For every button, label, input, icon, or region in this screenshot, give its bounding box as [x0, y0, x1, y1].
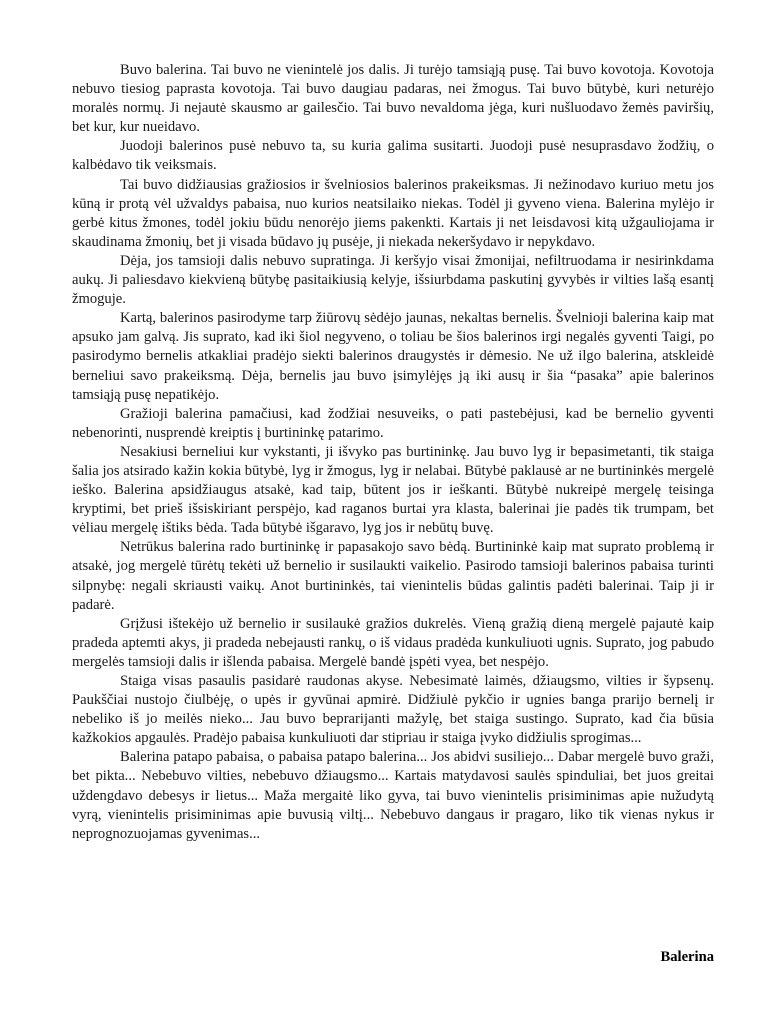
paragraph-4: Dėja, jos tamsioji dalis nebuvo supratinga. Ji keršyjo visai žmonijai, nefiltruodama ir nesirinkdama aukų. Ji paliesdavo kiekvieną būtybę pasitaikiusią kelyje, išsiurbdama paskutinį gyvybės ir vilties lašą esantį žmoguje.	[72, 252, 714, 308]
paragraph-3: Tai buvo didžiausias gražiosios ir švelniosios balerinos prakeiksmas. Ji nežinodavo kuriuo metu jos kūną ir protą vėl užvaldys pabaisa, nuo kurios neatsilaiko niekas. Todėl ji gyveno viena. Balerina mylėjo ir gerbė kitus žmones, todėl jokiu būdu nenorėjo jiems pakenkti. Kartais ji net leisdavosi kitą užgauliojama ir skaudinama žmonių, bet ji visada būdavo jų pusėje, ji niekada nekeršydavo ir nepykdavo.	[72, 176, 714, 250]
paragraph-5: Kartą, balerinos pasirodyme tarp žiūrovų sėdėjo jaunas, nekaltas bernelis. Švelnioji balerina kaip mat apsuko jam galvą. Jis suprato, kad iki šiol negyveno, o toliau be šios balerinos irgi negalės gyventi Taigi, po pasirodymo bernelis atkakliai pradėjo siekti balerinos draugystės ir dėmesio. Ne už ilgo balerina, atskleidė berneliui savo prakeiksmą. Dėja, bernelis jau buvo įsimylėjęs ją iki ausų ir šia “pasaka” apie balerinos tamsiąją pusę nepatikėjo.	[72, 310, 714, 403]
document-body	[72, 61, 714, 844]
paragraph-6: Gražioji balerina pamačiusi, kad žodžiai nesuveiks, o pati pastebėjusi, kad be bernelio gyventi nebenorinti, nusprendė kreiptis į burtininkę patarimo.	[72, 405, 714, 441]
paragraph-10: Staiga visas pasaulis pasidarė raudonas akyse. Nebesimatė laimės, džiaugsmo, vilties ir šypsenų. Paukščiai nustojo čiulbėję, o upės ir gyvūnai apmirė. Didžiulė pykčio ir ugnies banga prarijo bernelį ir nebeliko iš jo meilės nieko... Jau buvo beprarijanti mažylę, bet staiga sustingo. Suprato, kad čia būsia kažkokios apgaulės. Pradėjo pabaisa kunkuliuoti dar stipriau ir staiga įvyko didžiulis sprogimas...	[72, 673, 714, 747]
paragraph-7: Nesakiusi berneliui kur vykstanti, ji išvyko pas burtininkę. Jau buvo lyg ir bepasimetanti, tik staiga šalia jos atsirado kažin kokia būtybė, lyg ir žmogus, lyg ir nelabai. Būtybė paklausė ar ne burtininkės mergelė ieško. Balerina apsidžiaugus atsakė, kad taip, būtent jos ir ieškanti. Būtybė nukreipė mergelę teisinga kryptimi, bet prieš išsiskiriant perspėjo, kad raganos burtai yra klasta, balerinai jie padės tik trumpam, bet vėliau mergelę ištiks bėda. Tada būtybė išgaravo, lyg jos ir nebūtų buvę.	[72, 443, 714, 537]
paragraph-2: Juodoji balerinos pusė nebuvo ta, su kuria galima susitarti. Juodoji pusė nesuprasdavo žodžių, o kalbėdavo tik veiksmais.	[72, 138, 714, 174]
paragraph-11: Balerina patapo pabaisa, o pabaisa patapo balerina... Jos abidvi susiliejo... Dabar mergelė buvo graži, bet pikta... Nebebuvo vilties, nebebuvo džiaugsmo... Kartais matydavosi saulės spinduliai, bet juos greitai uždengdavo debesys ir lietus... Maža mergaitė liko gyva, tai buvo vienintelis prisiminimas apie nužudytą vyrą, vienintelis prisiminimas apie buvusią viltį... Nebebuvo dangaus ir pragaro, liko tik vienas nykus ir neprognozuojamas gyvenimas...	[72, 749, 714, 842]
paragraph-9: Grįžusi ištekėjo už bernelio ir susilaukė gražios dukrelės. Vieną gražią dieną mergelė pajautė kaip pradeda aptemti akys, ji pradeda nebejausti rankų, o iš vidaus pradėda kunkuliuoti ugnis. Suprato, jog pabudo mergelės tamsioji dalis ir išlenda pabaisa. Mergelė bandė įspėti vyea, bet nespėjo.	[72, 615, 714, 670]
paragraph-1: Buvo balerina. Tai buvo ne vienintelė jos dalis. Ji turėjo tamsiąją pusę. Tai buvo kovotoja. Kovotoja nebuvo tiesiog paprasta kovotoja. Tai buvo daugiau padaras, nei žmogus. Tai buvo būtybė, kuri neturėjo moralės normų. Ji nejautė skausmo ar gailesčio. Tai buvo nevaldoma jėga, kuri nušluodavo žemės paviršių, bet kur, kur nueidavo.	[72, 62, 714, 136]
paragraph-8: Netrūkus balerina rado burtininkę ir papasakojo savo bėdą. Burtininkė kaip mat suprato problemą ir atsakė, jog mergelė tūrėtų tekėti už bernelio ir susilaukti vaikelio. Pasirodo tamsioji balerinos pabaisa turinti silpnybę: negali skriausti vaikų. Anot burtininkės, tai vienintelis būdas galintis padėti balerinai. Taip ji ir padarė.	[72, 539, 714, 613]
signature-title: Balerina	[660, 949, 714, 965]
